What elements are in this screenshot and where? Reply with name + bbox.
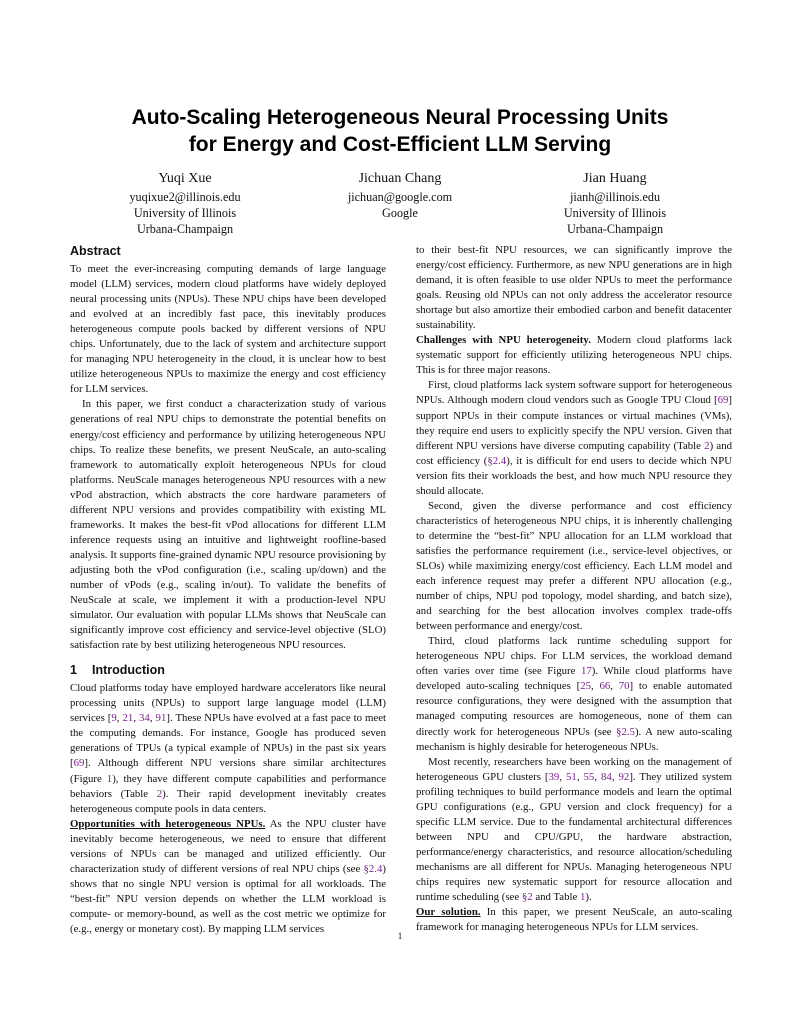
- author-block-2: [300, 170, 500, 221]
- author-name: Jian Huang: [583, 171, 647, 186]
- title-line-2: for Energy and Cost-Efficient LLM Serving: [188, 133, 612, 156]
- citation-link[interactable]: 66: [599, 680, 611, 693]
- text-run: ]. These NPUs have evolved at a fast pace to meet the computing demands. For instance, Google has produced seven generations of TPUs (a typical example of NPUs) in the past six years [: [70, 712, 387, 770]
- section-link[interactable]: §2: [521, 891, 533, 904]
- section-number: 1: [70, 663, 77, 678]
- text-run: Modern cloud platforms lack systematic support for efficiently utilizing heterogeneous NPU chips. This is for three major reasons.: [416, 334, 732, 377]
- third-reason-paragraph: Third, cloud platforms lack runtime scheduling support for heterogeneous NPU chips. For LLM services, the workload demand often varies over time (see Figure 17). While cloud platforms have developed auto-scaling techniques [25, 66, 70] to enable automated resource configurations, they were designed with the assumption that managed computing resources are homogeneous, none of them can directly work for heterogeneous NPUs (see §2.5). A new auto-scaling mechanism is highly desirable for heterogeneous NPUs.: [416, 635, 732, 753]
- recent-work-paragraph: Most recently, researchers have been working on the management of heterogeneous GPU clusters [39, 51, 55, 84, 92]. They utilized system profiling techniques to build performance models and learn the optimal GPU configurations (e.g., GPU version and clock frequency) for a specific LLM service. Due to the fundamental architectural differences between NPU and CPU/GPU, the hardware abstraction, performance/energy characteristics, and resource allocation/scheduling mechanisms are all different for NPUs. Managing heterogeneous NPU chips requires new systematic support for resource allocation and runtime scheduling (see §2 and Table 1).: [416, 755, 732, 904]
- title-line-1: Auto-Scaling Heterogeneous Neural Processing Units: [131, 106, 669, 129]
- author-block-1: [85, 170, 285, 237]
- citation-link[interactable]: 69: [717, 394, 729, 407]
- text-run: ]. They utilized system profiling techniques to build performance models and learn the optimal GPU configurations (e.g., GPU version and clock frequency) for a specific LLM service. Due to the fundamental architectural differences between NPU and CPU/GPU, the hardware abstraction, performance/energy characteristics, and resource allocation/scheduling mechanisms are all different for NPUs. Managing heterogeneous NPU chips requires new systematic support for resource allocation and runtime scheduling (see: [416, 770, 732, 904]
- author-email: yuqixue2@illinois.edu: [129, 190, 241, 204]
- author-email: jianh@illinois.edu: [569, 190, 661, 204]
- text-run: ), they have different compute capabilities and performance behaviors (Table: [70, 772, 386, 800]
- section-heading-introduction: [70, 662, 386, 678]
- text-run: ]. Although different NPU versions share similar architectures (Figure: [70, 757, 386, 785]
- text-run: ) shows that no single NPU version is optimal for all workloads. The “best-fit” NPU version depends on whether the LLM workload is compute- or memory-bound, as well as the cost metric we optimize for (e.g., energy or monetary cost). By mapping LLM services: [70, 862, 386, 935]
- table-link[interactable]: 2: [156, 787, 163, 800]
- section-link[interactable]: §2.4: [487, 454, 507, 467]
- left-column: [70, 243, 386, 937]
- section-link[interactable]: §2.5: [616, 725, 635, 738]
- citation-link[interactable]: 25: [580, 680, 592, 693]
- author-affiliation: Google: [382, 206, 418, 220]
- citation-link[interactable]: 9: [111, 712, 117, 725]
- paragraph-label: Opportunities with heterogeneous NPUs.: [70, 817, 266, 830]
- author-affiliation: University of Illinois: [133, 206, 237, 220]
- first-reason-paragraph: [416, 378, 732, 498]
- text-run: Cloud platforms today have employed hardware accelerators like neural processing units (NPUs) to support large language model (LLM) services [: [70, 682, 386, 725]
- text-run: Most recently, researchers have been working on the management of heterogeneous GPU clusters [: [416, 755, 732, 783]
- abstract-paragraph-1: To meet the ever-increasing computing demands of large language model (LLM) services, modern cloud platforms have widely deployed neural processing units (NPUs). These NPU chips have been developed and evolved at an incredibly fast pace, this inevitably produces heterogeneous compute pools backed by different versions of NPU chips. Unfortunately, due to the lack of system and architecture support for managing NPU heterogeneity in the cloud, it is unclear how to best utilize heterogeneous NPUs to maximize the energy and cost efficiency for LLM services.: [70, 263, 386, 396]
- page-number: 1: [397, 931, 403, 941]
- table-link[interactable]: 2: [704, 439, 710, 452]
- table-link[interactable]: 1: [579, 891, 586, 904]
- paper-title: [60, 104, 740, 158]
- figure-link[interactable]: 1: [106, 772, 113, 785]
- intro-paragraph-1: Cloud platforms today have employed hardware accelerators like neural processing units (NPUs) to support large language model (LLM) services [9, 21, 34, 91]. These NPUs have evolved at a fast pace to meet the computing demands. For instance, Google has produced seven generations of TPUs (a typical example of NPUs) in the past six years [69]. Although different NPU versions share similar architectures (Figure 1), they have different compute capabilities and performance behaviors (Table 2). Their rapid development inevitably creates heterogeneous compute pools in data centers.: [70, 682, 387, 815]
- abstract-heading: Abstract: [70, 244, 121, 258]
- author-affiliation-location: Urbana-Champaign: [566, 222, 664, 236]
- text-run: ) and cost efficiency (: [416, 439, 732, 467]
- citation-link[interactable]: 92: [618, 770, 630, 783]
- citation-link[interactable]: 91: [155, 712, 167, 725]
- text-run: As the NPU cluster have inevitably become heterogeneous, we need to ensure that different versions of NPUs can be managed and utilized efficiently. Our characterization study of different versions of real NPU chips (see: [70, 817, 386, 875]
- text-run: ). A new auto-scaling mechanism is highly desirable for heterogeneous NPUs.: [416, 725, 732, 753]
- citation-link[interactable]: 55: [583, 770, 595, 783]
- citation-link[interactable]: 51: [566, 770, 577, 783]
- text-run: In this paper, we present NeuScale, an auto-scaling framework for managing heterogeneous NPUs for LLM services.: [416, 906, 732, 934]
- second-reason-paragraph: Second, given the diverse performance and cost efficiency characteristics of heterogeneous NPU chips, it is inherently challenging to determine the “best-fit” NPU allocation for an LLM workload that satisfies the performance requirement (i.e., service-level objectives, or SLOs) while maximizing energy/cost efficiency. Each LLM model and each inference request may prefer a different NPU allocation (e.g., number of chips, NPU pod topology, model sharding, and batch size), and searching for the best allocation involves complex trade-offs between performance and energy/cost.: [416, 499, 732, 633]
- citation-link[interactable]: 70: [618, 680, 630, 693]
- continued-paragraph: to their best-fit NPU resources, we can significantly improve the energy/cost efficiency. Furthermore, as new NPU generations are in high demand, it is often feasible to use older NPUs to meet the performance goals. Reusing old NPUs can not only address the accelerator resource shortage but also amortize their embodied carbon and benefit datacenter sustainability.: [416, 244, 732, 332]
- section-title: Introduction: [92, 663, 165, 678]
- citation-link[interactable]: 39: [548, 770, 560, 783]
- section-link[interactable]: §2.4: [363, 862, 383, 875]
- text-run: ), it is difficult for end users to decide which NPU version fits their workloads the best, and how much NPU resource they should allocate.: [416, 454, 732, 497]
- citation-link[interactable]: 69: [73, 757, 85, 770]
- text-run: ] to enable automated resource configurations, they were designed with the assumption that managed computing resources are homogeneous, none of them can directly work for heterogeneous NPUs (see: [416, 680, 732, 738]
- citation-link[interactable]: 34: [139, 712, 150, 725]
- figure-link[interactable]: 17: [580, 665, 592, 678]
- text-run: Third, cloud platforms lack runtime scheduling support for heterogeneous NPU chips. For LLM services, the workload demand often varies over time (see Figure: [416, 635, 732, 678]
- right-column: [416, 243, 732, 935]
- paragraph-label: Our solution.: [416, 906, 481, 919]
- intro-paragraph-opportunities: [70, 817, 386, 937]
- text-run: ). Their rapid development inevitably creates heterogeneous compute pools in data centers.: [70, 787, 386, 815]
- text-run: ).: [585, 891, 592, 904]
- author-affiliation-location: Urbana-Champaign: [136, 222, 234, 236]
- author-name: Jichuan Chang: [358, 171, 442, 186]
- citation-link[interactable]: 84: [601, 770, 612, 783]
- author-name: Yuqi Xue: [158, 171, 212, 186]
- author-block-3: [515, 170, 715, 237]
- text-run: ). While cloud platforms have developed auto-scaling techniques [: [416, 665, 732, 693]
- text-run: ] support NPUs in their compute instances or virtual machines (VMs), they require end users to explicitly specify the NPU version. Given that different NPU versions have diverse computing capability (Table: [416, 394, 732, 452]
- text-run: and Table: [532, 891, 580, 904]
- challenges-paragraph: [416, 333, 732, 378]
- paragraph-label: Challenges with NPU heterogeneity.: [416, 334, 591, 347]
- text-run: First, cloud platforms lack system software support for heterogeneous NPUs. Although modern cloud vendors such as Google TPU Cloud [: [416, 379, 732, 407]
- citation-link[interactable]: 21: [122, 712, 134, 725]
- abstract-paragraph-2: In this paper, we first conduct a characterization study of various generations of real NPU chips to demonstrate the potential benefits on energy/cost efficiency and performance by utilizing heterogeneous NPU chips. To realize these benefits, we present NeuScale, an auto-scaling framework to automatically exploit heterogeneous NPUs for cloud platforms. NeuScale manages heterogeneous NPU resources with a new vPod abstraction, which abstracts the core hardware parameters of different NPU versions and provides compatibility with existing ML frameworks. It makes the best-fit vPod allocations for different LLM inference requests using an intuitive and lightweight roofline-based analysis. It supports fine-grained dynamic NPU resource provisioning by adjusting both the vPod configuration (i.e., scaling up/down) and the number of vPods (e.g., scaling in/out). To validate the benefits of NeuScale at scale, we implement it with a production-level NPU simulator. Our evaluation with popular LLMs shows that NeuScale can significantly improve cost efficiency and service-level objective (SLO) satisfaction rate by best utilizing heterogeneous NPU resources.: [70, 398, 386, 652]
- author-affiliation: University of Illinois: [563, 206, 667, 220]
- author-email: jichuan@google.com: [347, 190, 453, 204]
